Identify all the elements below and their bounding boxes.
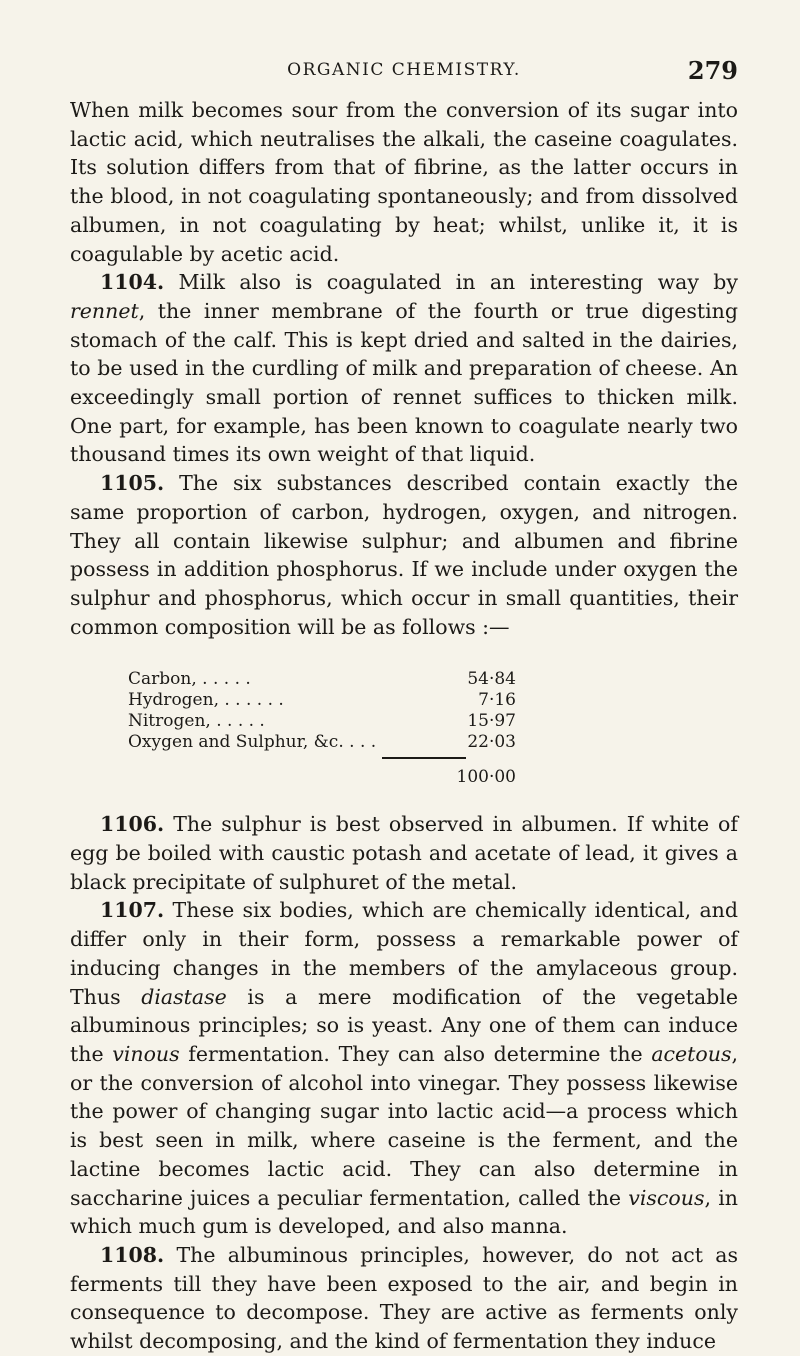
- row-value: 15·97: [467, 711, 516, 732]
- section-number: 1105.: [100, 471, 165, 496]
- composition-table: [70, 669, 738, 788]
- paragraph-text: , or the conversion of alcohol into vinegar. They possess likewise the power of changing sugar into lactic acid—a process which is best seen in milk, where caseine is the ferment, and the lactine becomes lactic acid. They can also determine in saccharine juices a peculiar fermentation, called the: [70, 1041, 738, 1210]
- paragraph-1106: [70, 810, 738, 896]
- total-rule: [382, 757, 466, 759]
- paragraph-text: is a mere modification of the vegetable albuminous principles; so is yeast. Any one of them can induce the: [70, 984, 738, 1066]
- paragraph-text: , in which much gum is developed, and also manna.: [70, 1185, 738, 1239]
- row-label-empty: [128, 767, 446, 788]
- row-label: Oxygen and Sulphur, &c. . . .: [128, 732, 377, 753]
- page-number: 279: [687, 56, 738, 85]
- table-row: [70, 690, 738, 711]
- row-value: 54·84: [467, 669, 516, 690]
- paragraph-caseine: [70, 96, 738, 268]
- paragraph-text: The albuminous principles, however, do not act as ferments till they have been exposed to the air, and begin in consequence to decompose. They are active as ferments only whilst decomposing, and the kind of fermentation they induce: [70, 1242, 738, 1354]
- row-label: Carbon, . . . . .: [128, 669, 251, 690]
- paragraph-1107: [70, 896, 738, 1240]
- paragraph-1104: [70, 268, 738, 469]
- paragraph-text: , the inner membrane of the fourth or true digesting stomach of the calf. This is kept dried and salted in the dairies, to be used in the curdling of milk and preparation of cheese. An exceedingly small portion of rennet suffices to thicken milk. One part, for example, has been known to coagulate nearly two thousand times its own weight of that liquid.: [70, 298, 738, 467]
- table-row: [70, 711, 738, 732]
- paragraph-text: When milk becomes sour from the conversion of its sugar into lactic acid, which neutralises the alkali, the caseine coagulates. Its solution differs from that of fibrine, as the latter occurs in the blood, in not coagulating spontaneously; and from dissolved albumen, in not coagulating by heat; whilst, unlike it, it is coagulable by acetic acid.: [70, 98, 738, 266]
- paragraph-text: These six bodies, which are chemically identical, and differ only in their form, possess a remarkable power of inducing changes in the members of the amylaceous group. Thus: [70, 898, 738, 1009]
- paragraph-text: The sulphur is best observed in albumen. If white of egg be boiled with caustic potash and acetate of lead, it gives a black precipitate of sulphuret of the metal.: [70, 812, 738, 894]
- italic-term: diastase: [141, 984, 227, 1009]
- table-total-row: [70, 767, 738, 788]
- body-text: [70, 96, 738, 1356]
- section-number: 1108.: [100, 1242, 165, 1267]
- table-row: [70, 669, 738, 690]
- section-number: 1104.: [100, 270, 165, 295]
- row-label: Hydrogen, . . . . . .: [128, 690, 284, 711]
- total-value: 100·00: [456, 767, 516, 788]
- running-head: ORGANIC CHEMISTRY.: [287, 60, 521, 80]
- paragraph-text: fermentation. They can also determine the: [179, 1041, 652, 1066]
- italic-term: rennet: [70, 298, 139, 323]
- row-value: 7·16: [478, 690, 516, 711]
- italic-term: vinous: [112, 1041, 180, 1066]
- row-value: 22·03: [467, 732, 516, 753]
- page-header: [70, 50, 738, 84]
- italic-term: acetous: [651, 1041, 732, 1066]
- paragraph-1105: [70, 469, 738, 641]
- italic-term: viscous: [628, 1185, 705, 1210]
- table-row: [70, 732, 738, 753]
- section-number: 1106.: [100, 812, 165, 837]
- paragraph-1108: [70, 1241, 738, 1356]
- section-number: 1107.: [100, 898, 165, 923]
- paragraph-text: The six substances described contain exactly the same proportion of carbon, hydrogen, oxygen, and nitrogen. They all contain likewise sulphur; and albumen and fibrine possess in addition phosphorus. If we include under oxygen the sulphur and phosphorus, which occur in small quantities, their common composition will be as follows :—: [70, 471, 738, 639]
- paragraph-text: Milk also is coagulated in an interesting way by: [164, 270, 738, 295]
- row-label: Nitrogen, . . . . .: [128, 711, 265, 732]
